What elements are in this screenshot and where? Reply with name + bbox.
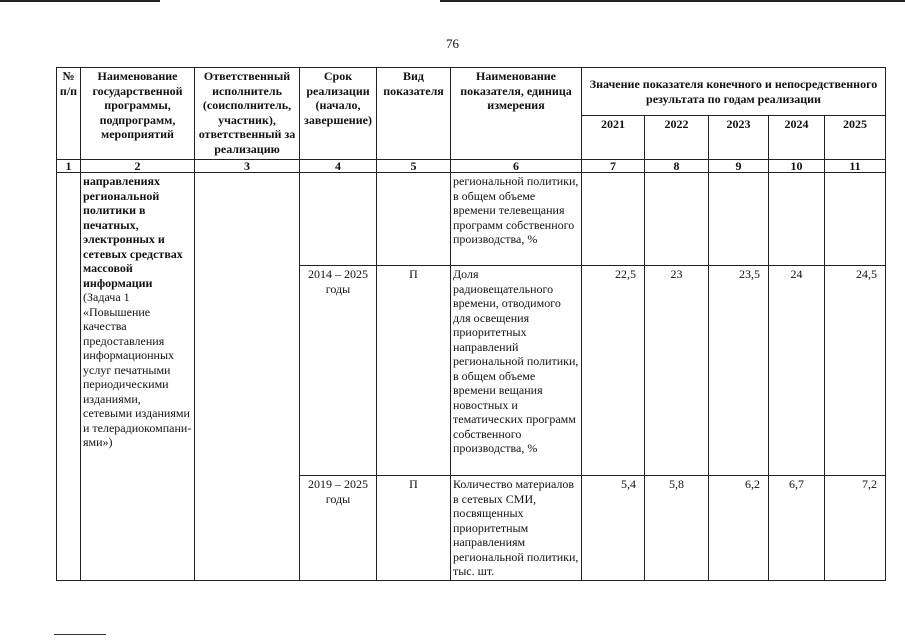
top-edge-mark [0,0,160,2]
value-cell: 5,8 [645,476,709,581]
column-number: 3 [195,160,300,173]
column-number-row [57,160,886,173]
responsible-cell [195,173,300,581]
value-cell: 23,5 [709,266,769,476]
value-cell: 6,2 [709,476,769,581]
value-cell: 22,5 [582,266,645,476]
column-number: 9 [709,160,769,173]
header-col-term: Срок реализации (начало, завершение) [300,68,377,160]
header-year: 2024 [769,116,825,160]
value-cell: 6,7 [769,476,825,581]
column-number: 8 [645,160,709,173]
column-number: 11 [825,160,886,173]
column-number: 4 [300,160,377,173]
page-number: 76 [446,36,459,51]
row-number-cell [57,173,81,581]
header-year: 2025 [825,116,886,160]
value-cell: 23 [645,266,709,476]
term-cell [300,173,377,266]
column-number: 7 [582,160,645,173]
value-cell: 7,2 [825,476,886,581]
value-cell [825,173,886,266]
indicator-cell: региональной политики, в общем объеме времени телевещания программ собственного производства, % [451,173,582,266]
header-values-group: Значение показателя конечного и непосредственного результата по годам реализации [582,68,886,116]
header-col-responsible: Ответственный исполнитель (соисполнитель, участник), ответственный за реализацию [195,68,300,160]
type-cell: П [377,266,451,476]
value-cell: 24,5 [825,266,886,476]
value-cell: 5,4 [582,476,645,581]
column-number: 5 [377,160,451,173]
program-name-task: (Задача 1 «Повышение качества предоставления информационных услуг печатными периодическими изданиями, сетевыми изданиями и телерадиокомпани-ями») [83,290,192,449]
value-cell: 24 [769,266,825,476]
footnote-rule [54,634,106,635]
page-top-edge [0,0,905,3]
header-row-1 [57,68,886,116]
header-year: 2022 [645,116,709,160]
header-col-program: Наименование государственной программы, подпрограмм, мероприятий [81,68,195,160]
header-year: 2021 [582,116,645,160]
header-col-type: Вид показателя [377,68,451,160]
program-table [56,67,886,581]
header-col-indicator: Наименование показателя, единица измерения [451,68,582,160]
value-cell [645,173,709,266]
column-number: 10 [769,160,825,173]
term-cell: 2019 – 2025 годы [300,476,377,581]
term-cell: 2014 – 2025 годы [300,266,377,476]
header-col-number: № п/п [57,68,81,160]
table-row [57,173,886,266]
value-cell [582,173,645,266]
program-name-cell [81,173,195,581]
column-number: 6 [451,160,582,173]
header-year: 2023 [709,116,769,160]
type-cell: П [377,476,451,581]
column-number: 1 [57,160,81,173]
top-edge-mark [440,0,905,2]
indicator-cell: Количество материалов в сетевых СМИ, посвященных приоритетным направлениям региональной политики, тыс. шт. [451,476,582,581]
type-cell [377,173,451,266]
indicator-cell: Доля радиовещательного времени, отводимого для освещения приоритетных направлений региональной политики, в общем объеме времени вещания новостных и тематических программ собственного производства, % [451,266,582,476]
value-cell [769,173,825,266]
program-name-bold: направлениях региональной политики в печатных, электронных и сетевых средствах массовой информации [83,174,183,290]
value-cell [709,173,769,266]
column-number: 2 [81,160,195,173]
